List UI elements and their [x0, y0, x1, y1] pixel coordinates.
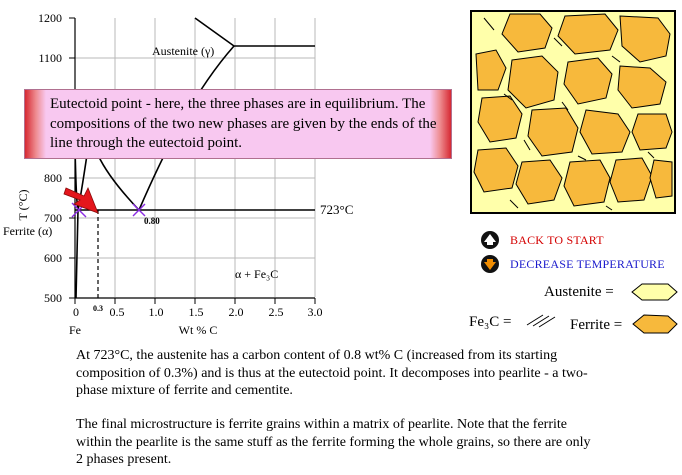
fe3c-swatch-icon [525, 311, 561, 329]
fe3c-legend-label: Fe₃C = [469, 314, 512, 330]
eutectoid-callout [24, 89, 452, 159]
up-arrow-icon [481, 231, 499, 249]
explanation-paragraph-2: The final microstructure is ferrite grains within a matrix of pearlite. Note that the ferrite within the pearlite is the same stuff as the ferrite forming the whole grains, so there are only 2 phases present. [76, 417, 591, 467]
x-tick-2.0: 2.0 [228, 305, 244, 319]
temperature-line-label: 723°C [320, 202, 354, 217]
y-tick-1200: 1200 [38, 11, 62, 25]
y-tick-500: 500 [44, 291, 62, 305]
x-tick-0: 0 [73, 305, 79, 319]
y-tick-800: 800 [44, 171, 62, 185]
decrease-temperature-label: DECREASE TEMPERATURE [510, 256, 665, 271]
microstructure-image [470, 10, 676, 214]
ferrite-region-label: Ferrite (α) [3, 224, 53, 238]
two-phase-region-label: α + Fe₃C [235, 267, 279, 281]
austenite-region-label: Austenite (γ) [152, 44, 215, 58]
x-axis-label: Wt % C [178, 323, 218, 337]
explanation-paragraph-1: At 723°C, the austenite has a carbon content of 0.8 wt% C (increased from its starting composition of 0.3%) and is thus at the eutectoid point. It decomposes into pearlite - a two-phase mixture of ferrite and cementite. [76, 348, 588, 398]
x-tick-0.5: 0.5 [109, 305, 125, 319]
eutectoid-composition-label: 0.80 [144, 216, 160, 226]
x-tick-1.0: 1.0 [148, 305, 164, 319]
callout-text: Eutectoid point - here, the three phases are in equilibrium. The compositions of the two new phases are given by the ends of the line through the eutectoid point. [50, 96, 437, 151]
x-marker-label: 0.3 [93, 304, 103, 313]
ferrite-legend-label: Ferrite = [570, 317, 623, 333]
back-to-start-button[interactable] [481, 230, 604, 250]
y-tick-600: 600 [44, 251, 62, 265]
fe-label: Fe [69, 323, 81, 337]
y-tick-700: 700 [44, 211, 62, 225]
austenite-swatch-icon [628, 282, 680, 302]
y-axis-label: T (°C) [16, 189, 30, 221]
x-tick-3.0: 3.0 [307, 305, 323, 319]
x-tick-1.5: 1.5 [188, 305, 204, 319]
back-to-start-label: BACK TO START [510, 232, 604, 247]
x-tick-2.5: 2.5 [268, 305, 284, 319]
decrease-temperature-button[interactable] [481, 254, 665, 274]
austenite-legend-label: Austenite = [544, 284, 614, 300]
down-arrow-icon [481, 255, 499, 273]
y-tick-1100: 1100 [38, 51, 62, 65]
ferrite-swatch-icon [630, 313, 680, 335]
